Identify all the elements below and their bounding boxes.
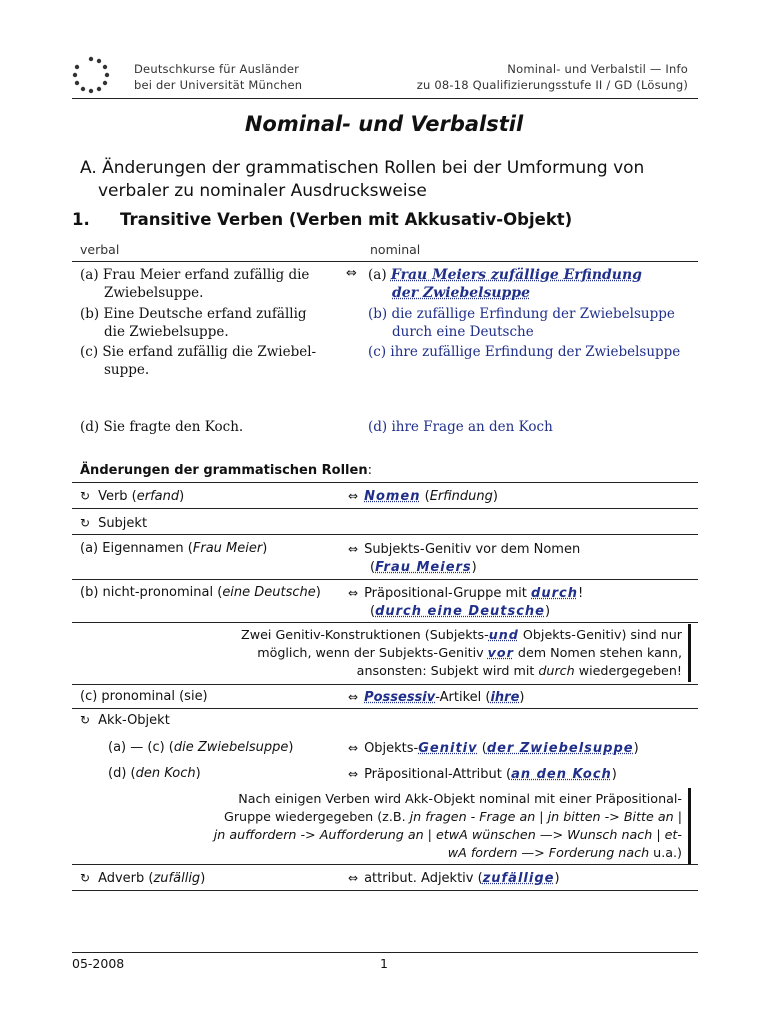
- verb-close: ): [179, 489, 185, 504]
- subjekt-c-result-mid: -Artikel (: [435, 690, 491, 705]
- row-rule: [72, 890, 698, 891]
- column-header-nominal: nominal: [370, 242, 421, 257]
- verb-result-example: Erfindung: [429, 489, 493, 504]
- example-b-nominal: [368, 305, 698, 341]
- example-a-nominal-line-2: der Zwiebelsuppe: [392, 285, 531, 301]
- note1-line2-pre: möglich, wenn der Subjekts-Genitiv: [257, 645, 488, 660]
- row-rule: [72, 508, 698, 509]
- note2-line-1: Nach einigen Verben wird Akk-Objekt nominal mit einer Präpositional-: [238, 791, 682, 806]
- cycle-icon: ↻: [80, 489, 91, 503]
- note1-line1-highlight: und: [488, 627, 519, 642]
- cycle-icon: ↻: [80, 871, 91, 885]
- subjekt-a-example: Frau Meier: [192, 541, 263, 556]
- adverb-label: Adverb (: [98, 871, 154, 886]
- table-rule: [72, 261, 698, 262]
- akk-d-close: ): [195, 766, 201, 781]
- example-b-verbal-line-1: (b) Eine Deutsche erfand zufällig: [80, 306, 307, 322]
- roles-rule-top: [72, 482, 698, 483]
- subjekt-a-open: (: [370, 560, 376, 575]
- conversion-arrow-icon: ⇔: [346, 266, 357, 281]
- page-number: 1: [380, 956, 388, 971]
- arrow-icon: ⇔: [348, 690, 359, 704]
- note2-line4-italic: wA fordern —> Forderung nach: [447, 845, 650, 860]
- verb-result-close: ): [492, 489, 498, 504]
- roles-heading-text: Änderungen der grammatischen Rollen: [80, 463, 368, 478]
- subjekt-b-label: (b) nicht-pronominal (: [80, 585, 223, 600]
- row-rule: [72, 708, 698, 709]
- akk-d-example: den Koch: [135, 766, 196, 781]
- example-a-nominal: [368, 266, 698, 302]
- subjekt-a-label: (a) Eigennamen (: [80, 541, 193, 556]
- footer-rule: [72, 952, 698, 953]
- section-a-line-1: A. Änderungen der grammatischen Rollen bei der Umformung von: [80, 158, 645, 178]
- row-subjekt-b-label: [80, 584, 321, 602]
- note1-line2-highlight: vor: [487, 645, 514, 660]
- subjekt-a-close: ): [262, 541, 268, 556]
- institution-line-2: bei der Universität München: [134, 78, 303, 92]
- subjekt-b-result-pre: Präpositional-Gruppe mit: [364, 586, 532, 601]
- row-akk-objekt: [80, 711, 170, 730]
- note2-line3-italic: jn auffordern -> Aufforderung an | etwA wünschen —> Wunsch nach | et-: [213, 827, 682, 842]
- akk-a-result-example: der Zwiebelsuppe: [486, 741, 634, 756]
- subjekt-b-result-example: durch eine Deutsche: [375, 604, 545, 619]
- subjekt-b-result-post: !: [577, 586, 584, 601]
- example-a-nominal-line-1: Frau Meiers zufällige Erfindung: [390, 267, 642, 283]
- subjekt-c-result-example: ihre: [490, 690, 520, 705]
- akk-a-result-pre: Objekts-: [364, 741, 419, 756]
- row-akk-a-label: [108, 739, 293, 757]
- akk-label: Akk-Objekt: [98, 713, 170, 728]
- row-subjekt-b-result: [348, 584, 583, 621]
- column-header-verbal: verbal: [80, 242, 120, 257]
- subjekt-c-result-highlight: Possessiv: [364, 690, 436, 705]
- adverb-result-close: ): [554, 871, 560, 886]
- subjekt-b-close-paren: ): [545, 604, 551, 619]
- row-rule: [72, 684, 698, 685]
- adverb-example: zufällig: [153, 871, 201, 886]
- note2-line2-italic: jn fragen - Frage an | jn bitten -> Bitte an |: [409, 809, 682, 824]
- row-akk-d-result: [348, 765, 617, 784]
- verb-label: Verb (: [98, 489, 137, 504]
- section-1-title: Transitive Verben (Verben mit Akkusativ-Objekt): [120, 210, 573, 229]
- row-rule: [72, 579, 698, 580]
- example-d-nominal: (d) ihre Frage an den Koch: [368, 419, 553, 435]
- arrow-icon: ⇔: [348, 542, 359, 556]
- row-adverb-result: [348, 869, 560, 888]
- row-rule: [72, 622, 698, 623]
- subjekt-b-close: ): [315, 585, 321, 600]
- row-verb-label: [80, 487, 184, 506]
- adverb-result-pre: attribut. Adjektiv (: [364, 871, 483, 886]
- arrow-icon: ⇔: [348, 871, 359, 885]
- section-1-heading: [72, 210, 572, 229]
- row-subjekt: [80, 514, 147, 533]
- document-line-2: zu 08-18 Qualifizierungsstufe II / GD (Lösung): [416, 78, 688, 92]
- example-b-verbal-line-2: die Zwiebelsuppe.: [104, 324, 229, 340]
- note1-line3-italic: durch: [538, 663, 575, 678]
- subjekt-b-open: (: [370, 604, 376, 619]
- example-c-verbal: [80, 343, 320, 379]
- subjekt-label: Subjekt: [98, 516, 148, 531]
- example-c-verbal-line-1: (c) Sie erfand zufällig die Zwiebel-: [80, 344, 317, 360]
- arrow-icon: ⇔: [348, 586, 359, 600]
- cycle-icon: ↻: [80, 713, 91, 727]
- document-line-1: Nominal- und Verbalstil — Info: [507, 62, 688, 76]
- subjekt-a-result-example: Frau Meiers: [375, 560, 472, 575]
- arrow-icon: ⇔: [348, 767, 359, 781]
- cycle-icon: ↻: [80, 516, 91, 530]
- subjekt-c-result-close: ): [519, 690, 525, 705]
- akk-d-result-close: ): [611, 767, 617, 782]
- header-rule: [72, 98, 698, 99]
- roles-heading-colon: :: [367, 463, 372, 478]
- akk-a-result-open: (: [477, 741, 487, 756]
- page-title: Nominal- und Verbalstil: [244, 112, 524, 136]
- institution-line-1: Deutschkurse für Ausländer: [134, 62, 300, 76]
- akk-a-result-highlight: Genitiv: [418, 741, 478, 756]
- verb-result: Nomen: [364, 489, 421, 504]
- arrow-icon: ⇔: [348, 489, 359, 503]
- row-rule: [72, 864, 698, 865]
- subjekt-b-result-highlight: durch: [531, 586, 578, 601]
- row-akk-a-result: [348, 739, 639, 758]
- akk-d-result-example: an den Koch: [511, 767, 612, 782]
- example-a-verbal-line-2: Zwiebelsuppe.: [104, 285, 204, 301]
- row-subjekt-a-result: [348, 540, 580, 577]
- roles-heading: [80, 462, 372, 480]
- adverb-close: ): [200, 871, 206, 886]
- row-verb-result: [348, 487, 498, 506]
- example-b-nominal-line-2: durch eine Deutsche: [392, 324, 534, 340]
- akk-d-result-pre: Präpositional-Attribut (: [364, 767, 512, 782]
- note1-line3-post: wiedergegeben!: [574, 663, 682, 678]
- note2-line2-pre: Gruppe wiedergegeben (z.B.: [223, 809, 410, 824]
- note1-line3-pre: ansonsten: Subjekt wird mit: [356, 663, 539, 678]
- note-prepositional-group: [140, 790, 682, 862]
- university-logo-icon: [72, 56, 110, 94]
- example-a-nominal-label: (a): [368, 267, 387, 283]
- subjekt-a-result-text: Subjekts-Genitiv vor dem Nomen: [364, 542, 581, 557]
- row-rule: [72, 534, 698, 535]
- section-1-number: 1.: [72, 210, 90, 229]
- akk-a-label: (a) — (c) (: [108, 740, 174, 755]
- akk-a-result-close: ): [633, 741, 639, 756]
- akk-d-label: (d) (: [108, 766, 136, 781]
- row-adverb-label: [80, 869, 205, 888]
- example-c-verbal-line-2: suppe.: [104, 362, 150, 378]
- note1-line2-post: dem Nomen stehen kann,: [513, 645, 682, 660]
- arrow-icon: ⇔: [348, 741, 359, 755]
- row-subjekt-a-label: [80, 540, 267, 558]
- example-b-nominal-line-1: (b) die zufällige Erfindung der Zwiebelsuppe: [368, 306, 675, 322]
- adverb-result-example: zufällige: [482, 871, 555, 886]
- akk-a-example: die Zwiebelsuppe: [173, 740, 289, 755]
- subjekt-a-close-paren: ): [471, 560, 477, 575]
- note1-line1-post: Objekts-Genitiv) sind nur: [518, 627, 682, 642]
- note1-line1-pre: Zwei Genitiv-Konstruktionen (Subjekts-: [241, 627, 489, 642]
- example-a-verbal: [80, 266, 320, 302]
- akk-a-close: ): [288, 740, 294, 755]
- row-akk-d-label: [108, 765, 201, 783]
- verb-example: erfand: [136, 489, 180, 504]
- row-subjekt-c-result: [348, 688, 525, 707]
- verb-result-open: (: [420, 489, 430, 504]
- example-d-verbal: (d) Sie fragte den Koch.: [80, 419, 244, 435]
- section-a-heading: [80, 157, 700, 203]
- example-c-nominal: (c) ihre zufällige Erfindung der Zwiebelsuppe: [368, 344, 681, 360]
- note-bar: [688, 788, 691, 864]
- subjekt-b-example: eine Deutsche: [222, 585, 316, 600]
- note-genitive-constructions: [180, 626, 682, 680]
- note2-line4-post: u.a.): [649, 845, 682, 860]
- example-b-verbal: [80, 305, 320, 341]
- footer-date: 05-2008: [72, 956, 125, 971]
- section-a-line-2: verbaler zu nominaler Ausdrucksweise: [98, 181, 427, 201]
- example-a-verbal-line-1: (a) Frau Meier erfand zufällig die: [80, 267, 310, 283]
- note-bar: [688, 624, 691, 682]
- row-subjekt-c-label: (c) pronominal (sie): [80, 689, 208, 704]
